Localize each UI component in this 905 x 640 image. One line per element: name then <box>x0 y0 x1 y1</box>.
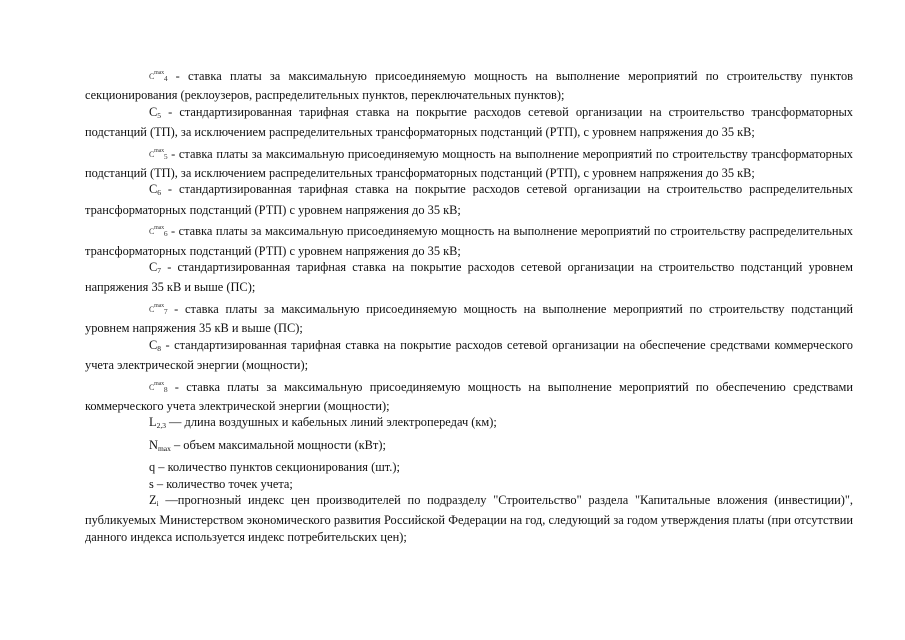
symbol-letter: s <box>149 476 154 491</box>
symbol-sub: 2,3 <box>156 421 166 431</box>
definition-c8max <box>85 376 853 415</box>
definition-text: - ставка платы за максимальную присоединяемую мощность на выполнение мероприятий по строительству пунктов секционирования (реклоузеров, распределительных пунктов, переключательных пунктов); <box>85 69 853 103</box>
symbol-sub: 7 <box>157 266 162 276</box>
definition-c6 <box>85 181 853 218</box>
symbol-sub: 8 <box>163 384 168 394</box>
definition-text: – количество пунктов секционирования (шт.); <box>155 460 400 475</box>
definition-c7max <box>85 298 853 337</box>
definition-nmax <box>85 437 853 457</box>
definition-zi <box>85 492 853 545</box>
symbol-sub: 6 <box>157 188 162 198</box>
definition-text: – объем максимальной мощности (кВт); <box>170 437 386 452</box>
symbol-sup: max <box>154 70 164 76</box>
document-page <box>85 65 853 545</box>
definition-c5 <box>85 104 853 141</box>
symbol-sub: i <box>156 498 159 508</box>
symbol-letter: C <box>149 227 155 237</box>
symbol-sub: 7 <box>163 306 168 316</box>
definition-text: - стандартизированная тарифная ставка на покрытие расходов сетевой организации на строительство распределительных трансформаторных подстанций (РТП) с уровнем напряжения до 35 кВ; <box>85 182 853 217</box>
symbol <box>117 492 159 512</box>
symbol-letter: C <box>149 382 155 392</box>
symbol-letter: N <box>149 437 158 452</box>
definition-c4max <box>85 65 853 104</box>
definition-text: - стандартизированная тарифная ставка на покрытие расходов сетевой организации на обеспечение средствами коммерческого учета электрической энергии (мощности); <box>85 337 853 373</box>
symbol-sub: max <box>157 443 171 453</box>
symbol-sup: max <box>154 302 164 309</box>
symbol-letter: C <box>149 149 155 159</box>
symbol <box>117 476 154 492</box>
symbol-letter: C <box>149 104 158 119</box>
definition-l23 <box>85 414 853 434</box>
symbol-letter: C <box>149 72 155 81</box>
symbol-sub: 5 <box>157 110 162 120</box>
definition-text: —прогнозный индекс цен производителей по подразделу "Строительство" раздела "Капитальные вложения (инвестиции)", публикуемых Министерством экономического развития Российской Федерации на год, следующий за годом утверждения платы (при отсутствии данного индекса используется индекс потребительских цен); <box>85 492 853 544</box>
symbol-letter: C <box>149 260 158 275</box>
definition-c8 <box>85 337 853 374</box>
definition-text: - ставка платы за максимальную присоединяемую мощность на выполнение мероприятий по строительству распределительных трансформаторных подстанций (РТП) с уровнем напряжения до 35 кВ; <box>85 224 853 258</box>
symbol <box>117 143 167 165</box>
symbol <box>117 414 166 434</box>
symbol-letter: Z <box>149 492 157 507</box>
symbol-sup: max <box>154 380 164 387</box>
definition-text: — длина воздушных и кабельных линий электропередач (км); <box>165 415 497 430</box>
symbol <box>117 459 155 475</box>
definition-text: - ставка платы за максимальную присоединяемую мощность на выполнение мероприятий по строительству трансформаторных подстанций (ТП), за исключением распределительных трансформаторных подстанций (РТП), с уровнем напряжения до 35 кВ; <box>85 146 853 181</box>
definition-text: - стандартизированная тарифная ставка на покрытие расходов сетевой организации на строительство трансформаторных подстанций (ТП), за исключением распределительных трансформаторных подстанций (РТП), с уровнем напряжения до 35 кВ; <box>85 104 853 140</box>
symbol-sup: max <box>154 147 164 154</box>
symbol-letter: C <box>149 304 155 314</box>
definition-text: - ставка платы за максимальную присоединяемую мощность на выполнение мероприятий по обеспечению средствами коммерческого учета электрической энергии (мощности); <box>85 379 853 413</box>
definition-text: - стандартизированная тарифная ставка на покрытие расходов сетевой организации на строительство подстанций уровнем напряжения 35 кВ и выше (ПС); <box>85 260 853 295</box>
symbol-letter: C <box>149 182 158 197</box>
symbol <box>117 298 167 320</box>
symbol-sup: max <box>154 225 164 232</box>
symbol <box>117 181 161 201</box>
symbol-letter: q <box>149 460 156 475</box>
symbol <box>117 220 167 242</box>
definition-text: - ставка платы за максимальную присоединяемую мощность на выполнение мероприятий по строительству подстанций уровнем напряжения 35 кВ и выше (ПС); <box>85 301 853 336</box>
symbol <box>117 104 161 124</box>
definition-c6max <box>85 220 853 259</box>
symbol <box>117 337 161 357</box>
definition-text: – количество точек учета; <box>153 476 293 491</box>
definition-c5max <box>85 143 853 182</box>
definition-q <box>85 459 853 475</box>
symbol <box>117 65 167 87</box>
symbol-letter: C <box>149 337 158 352</box>
definition-c7 <box>85 259 853 296</box>
definition-s <box>85 476 853 492</box>
symbol <box>117 259 161 279</box>
symbol-sub: 5 <box>163 151 168 161</box>
symbol <box>117 437 171 457</box>
symbol-sub: 6 <box>163 229 168 239</box>
symbol-sub: 8 <box>157 343 162 353</box>
symbol <box>117 376 167 398</box>
symbol-sub: 4 <box>163 74 168 83</box>
symbol-letter: L <box>149 415 157 430</box>
